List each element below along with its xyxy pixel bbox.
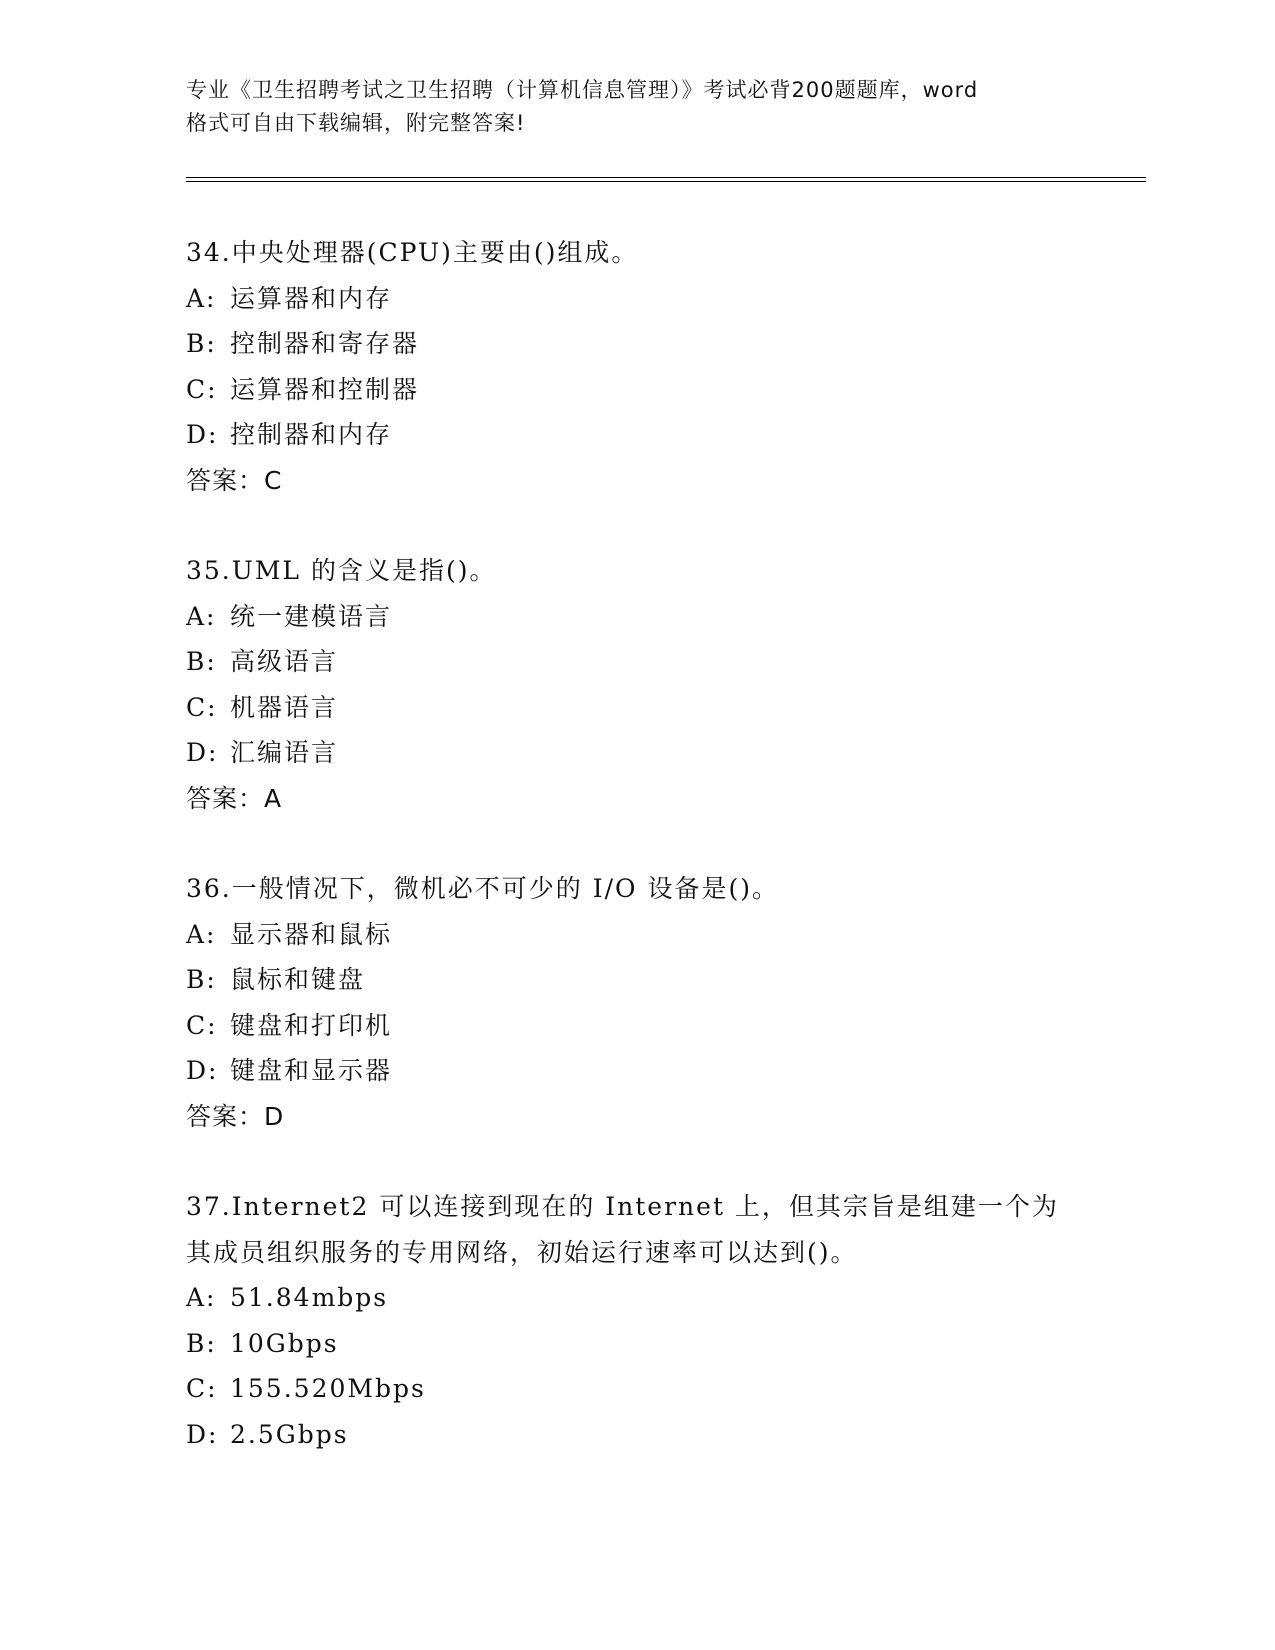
option-key: A: [186,1283,217,1312]
option-key: B: [186,965,217,994]
option-text: 键盘和打印机 [230,1010,393,1040]
question-number: 37. [186,1192,232,1221]
question-stem-line-1 [186,1184,1106,1230]
option-text: 运算器和控制器 [230,374,420,404]
option-key: C: [186,374,218,404]
option-key: C: [186,692,218,722]
document-header [186,74,1086,140]
option-b [186,639,1106,685]
question-text: 中央处理器(CPU)主要由()组成。 [231,238,639,267]
option-text: 鼠标和键盘 [230,965,366,994]
option-text: 运算器和内存 [230,283,393,313]
option-key: D: [186,738,219,767]
question-number: 36. [186,874,232,903]
option-d [186,412,1106,458]
option-text: 汇编语言 [230,738,339,767]
option-text: 2.5Gbps [230,1419,349,1449]
question-34 [186,230,1106,504]
question-36 [186,866,1106,1140]
option-key: B: [186,647,217,676]
header-divider-bottom [186,181,1146,182]
option-a [186,912,1106,958]
option-text: 统一建模语言 [230,601,393,631]
question-text: Internet2 可以连接到现在的 Internet 上，但其宗旨是组建一个为 [231,1192,1059,1221]
option-text: 51.84mbps [230,1283,389,1312]
option-d [186,730,1106,776]
question-text: 一般情况下，微机必不可少的 I/O 设备是()。 [231,874,779,903]
option-key: C: [186,1374,218,1403]
option-text: 155.520Mbps [230,1374,426,1403]
question-37 [186,1184,1106,1457]
option-a [186,594,1106,640]
header-line-1: 专业《卫生招聘考试之卫生招聘（计算机信息管理）》考试必背200题题库，word [186,78,979,102]
option-key: A: [186,601,217,631]
question-number: 35. [186,556,232,585]
option-c [186,1366,1106,1412]
question-35 [186,548,1106,822]
header-line-2: 格式可自由下载编辑，附完整答案! [186,111,526,135]
option-text: 机器语言 [230,692,339,722]
answer-line: 答案：D [186,1101,285,1131]
option-a [186,1275,1106,1321]
option-text: 键盘和显示器 [230,1056,393,1085]
option-key: A: [186,919,217,949]
option-text: 高级语言 [230,647,339,676]
question-text: UML 的含义是指()。 [231,556,497,585]
option-c [186,367,1106,413]
option-c [186,685,1106,731]
option-b [186,1321,1106,1367]
option-key: B: [186,329,217,358]
option-key: C: [186,1010,218,1040]
option-key: A: [186,283,217,313]
question-stem-line-2: 其成员组织服务的专用网络，初始运行速率可以达到()。 [186,1237,858,1267]
option-b [186,957,1106,1003]
question-number: 34. [186,238,232,267]
option-key: D: [186,420,219,449]
option-a [186,276,1106,322]
option-key: B: [186,1328,217,1358]
option-key: D: [186,1056,219,1085]
question-stem [186,230,1106,276]
option-d [186,1412,1106,1458]
option-c [186,1003,1106,1049]
option-b [186,321,1106,367]
answer-line: 答案：C [186,465,283,495]
option-text: 10Gbps [230,1328,339,1358]
header-divider-top [186,177,1146,178]
question-stem [186,548,1106,594]
option-text: 控制器和寄存器 [230,329,420,358]
answer-line: 答案：A [186,783,283,813]
question-stem [186,866,1106,912]
option-d [186,1048,1106,1094]
option-text: 控制器和内存 [230,420,393,449]
option-key: D: [186,1419,219,1449]
option-text: 显示器和鼠标 [230,919,393,949]
